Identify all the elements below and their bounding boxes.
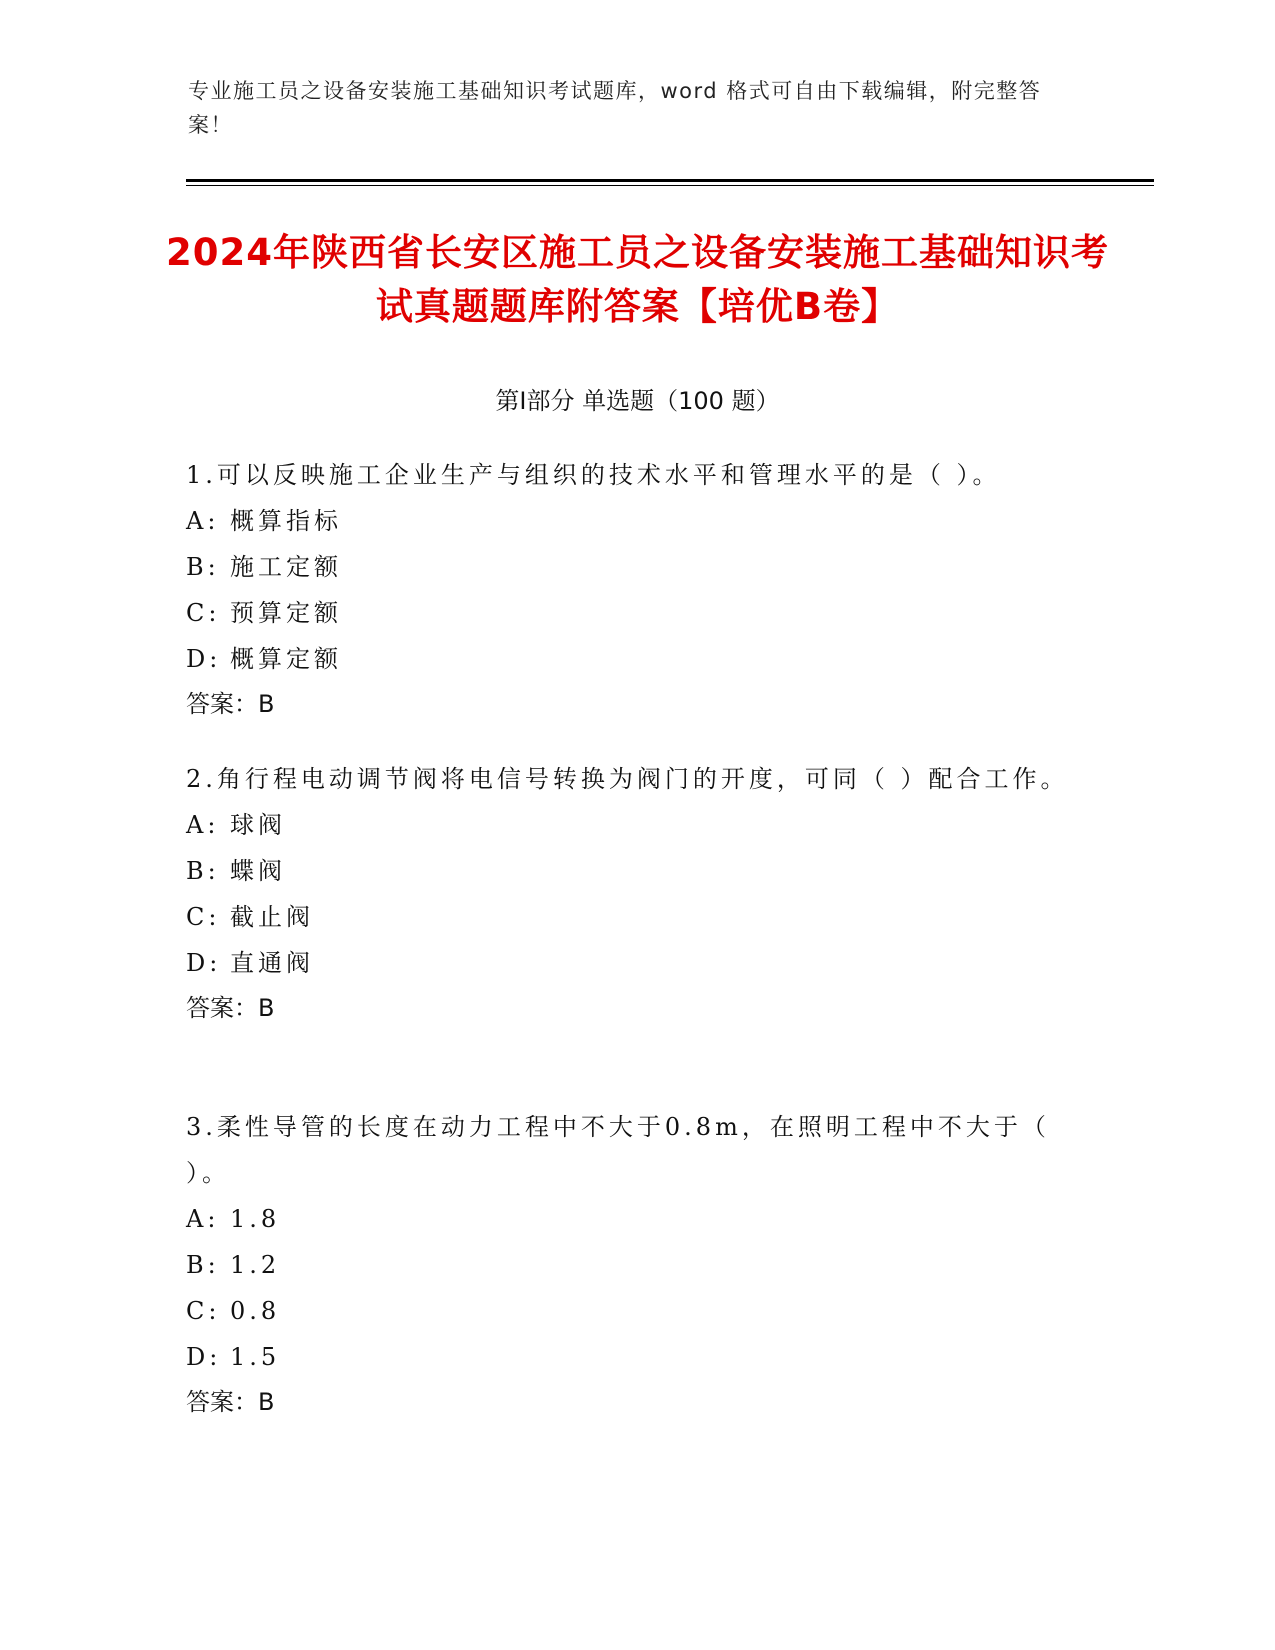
option-b xyxy=(186,1242,1086,1288)
option-key: D: xyxy=(186,949,222,977)
question-stem: 3.柔性导管的长度在动力工程中不大于0.8m，在照明工程中不大于（ ）。 xyxy=(186,1113,1050,1187)
option-key: A: xyxy=(186,1205,220,1233)
option-text: 施工定额 xyxy=(230,553,342,581)
header-divider-thin xyxy=(186,185,1154,186)
option-key: A: xyxy=(186,811,220,839)
option-text: 1.8 xyxy=(230,1205,281,1233)
option-key: C: xyxy=(186,903,221,931)
option-d xyxy=(186,1334,1086,1380)
option-c xyxy=(186,590,1086,636)
question-stem: 2.角行程电动调节阀将电信号转换为阀门的开度，可同（ ）配合工作。 xyxy=(186,765,1069,793)
option-text: 球阀 xyxy=(230,811,286,839)
header-note: 专业施工员之设备安装施工基础知识考试题库，word 格式可自由下载编辑，附完整答案！ xyxy=(188,79,1042,137)
answer-line: 答案：B xyxy=(186,994,275,1022)
option-text: 0.8 xyxy=(230,1297,281,1325)
question-stem: 1.可以反映施工企业生产与组织的技术水平和管理水平的是（ ）。 xyxy=(186,461,1001,489)
option-key: B: xyxy=(186,553,220,581)
option-key: D: xyxy=(186,1343,222,1371)
question-2 xyxy=(186,756,1086,1030)
option-a xyxy=(186,802,1086,848)
option-a xyxy=(186,498,1086,544)
option-text: 概算定额 xyxy=(230,645,342,673)
document-title: 2024年陕西省长安区施工员之设备安装施工基础知识考试真题题库附答案【培优B卷】 xyxy=(166,231,1109,328)
option-key: A: xyxy=(186,507,220,535)
option-text: 预算定额 xyxy=(230,599,342,627)
option-b xyxy=(186,848,1086,894)
option-key: B: xyxy=(186,857,220,885)
option-key: D: xyxy=(186,645,222,673)
header-divider-thick xyxy=(186,179,1154,182)
option-text: 1.5 xyxy=(230,1343,281,1371)
option-text: 概算指标 xyxy=(230,507,342,535)
question-3 xyxy=(186,1104,1086,1424)
option-c xyxy=(186,1288,1086,1334)
option-key: C: xyxy=(186,599,221,627)
option-text: 截止阀 xyxy=(230,903,314,931)
option-d xyxy=(186,940,1086,986)
answer-line: 答案：B xyxy=(186,1388,275,1416)
option-key: B: xyxy=(186,1251,220,1279)
option-d xyxy=(186,636,1086,682)
option-text: 1.2 xyxy=(230,1251,281,1279)
section-heading: 第Ⅰ部分 单选题（100 题） xyxy=(495,387,780,415)
option-text: 直通阀 xyxy=(230,949,314,977)
answer-line: 答案：B xyxy=(186,690,275,718)
option-b xyxy=(186,544,1086,590)
option-key: C: xyxy=(186,1297,221,1325)
option-a xyxy=(186,1196,1086,1242)
question-1 xyxy=(186,452,1086,726)
option-c xyxy=(186,894,1086,940)
option-text: 蝶阀 xyxy=(230,857,286,885)
